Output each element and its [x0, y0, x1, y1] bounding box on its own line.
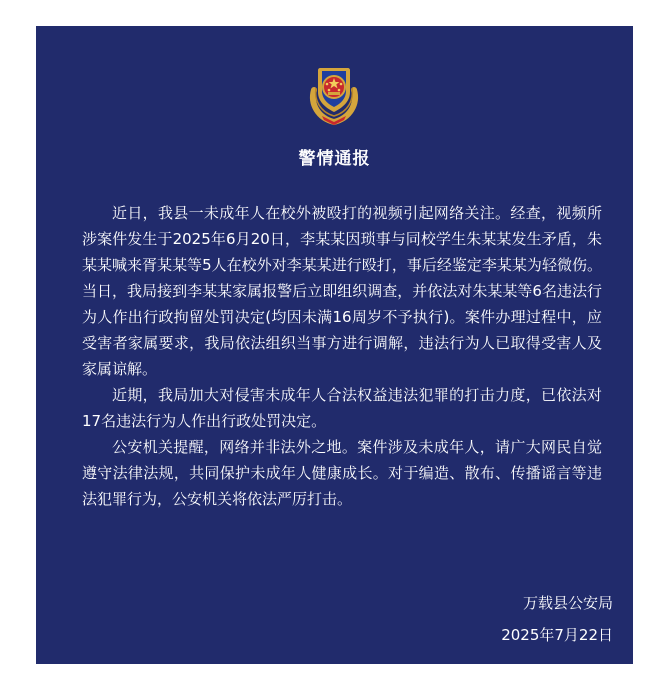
notice-panel	[36, 26, 633, 664]
issuer-name: 万载县公安局	[522, 594, 613, 612]
notice-body	[82, 200, 602, 512]
paragraph: 近日，我县一未成年人在校外被殴打的视频引起网络关注。经查，视频所涉案件发生于2025年6月20日，李某某因琐事与同校学生朱某某发生矛盾，朱某某喊来胥某某等5人在校外对李某某进行殴打，事后经鉴定李某某为轻微伤。当日，我局接到李某某家属报警后立即组织调查，并依法对朱某某等6名违法行为人作出行政拘留处罚决定(均因未满16周岁不予执行)。案件办理过程中，应受害者家属要求，我局依法组织当事方进行调解，违法行为人已取得受害人及家属谅解。	[82, 204, 602, 378]
police-emblem-icon	[300, 60, 368, 128]
paragraph: 近期，我局加大对侵害未成年人合法权益违法犯罪的打击力度，已依法对17名违法行为人作出行政处罚决定。	[82, 386, 602, 430]
paragraph: 公安机关提醒，网络并非法外之地。案件涉及未成年人，请广大网民自觉遵守法律法规，共同保护未成年人健康成长。对于编造、散布、传播谣言等违法犯罪行为，公安机关将依法严厉打击。	[82, 438, 602, 508]
notice-title: 警情通报	[298, 149, 371, 169]
issue-date: 2025年7月22日	[501, 626, 613, 644]
